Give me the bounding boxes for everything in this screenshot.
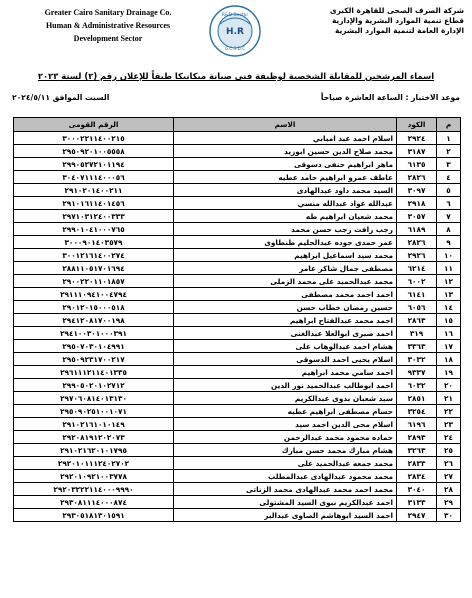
exam-info [12,92,460,114]
logo-bottom-text: G.C.S.D.C [224,46,246,51]
row-index: ١٢ [437,275,461,288]
row-national-id: ٢٩١١١٠٩٤١٠٠٤٧٩٤ [14,288,174,301]
row-code: ٣٢٥٤ [397,405,437,418]
row-national-id: ٢٩٥٠٩٢٣١٧٠٠٢١٧ [14,353,174,366]
table-row [14,262,461,275]
row-name: اسلام محى الدين احمد سيد [174,418,397,431]
company-name-ar: شركة الصرف الصحى للقاهرة الكبرى [329,6,464,15]
row-index: ١٣ [437,288,461,301]
row-name: احمد السيد ابوهاشم الصاوى عبدالبر [174,509,397,522]
document-title: اسماء المرشحين للمقابلة الشخصية لوظيفة فنى صيانة ميكانيكا طبقاً للإعلان رقم (٢) لسنة ٢٠٢٣ [37,71,435,81]
row-name: احمد محمد عبدالفتاح ابراهيم [174,314,397,327]
row-index: ١٠ [437,249,461,262]
row-national-id: ٣٠٠١٢١٦١٤٠٠٢٧٤ [14,249,174,262]
row-index: ٣ [437,158,461,171]
row-national-id: ٣٠٤٠٧١١١٤٠٠٠٥٦ [14,171,174,184]
company-header-english [18,6,198,45]
table-row [14,366,461,379]
row-name: السيد محمد داود عبدالهادى [174,184,397,197]
table-row [14,392,461,405]
row-name: اسلام يحيى احمد الدسوقى [174,353,397,366]
table-row [14,509,461,522]
row-code: ٦١٩٦ [397,418,437,431]
table-row [14,236,461,249]
row-name: حسام مصطفى ابراهيم عطيه [174,405,397,418]
table-row [14,327,461,340]
row-index: ٢٤ [437,431,461,444]
candidates-table [13,117,461,522]
row-national-id: ٢٨٨١١٠٥١٧٠١٦٩٤ [14,262,174,275]
row-index: ٢٣ [437,418,461,431]
company-name-en: Greater Cairo Sanitary Drainage Co. [44,8,172,17]
row-index: ١٧ [437,340,461,353]
department-en: Human & Administrative Resources [45,21,171,30]
table-header-row [14,118,461,132]
row-index: ١٨ [437,353,461,366]
row-code: ٣١٨٧ [397,145,437,158]
row-code: ٦٠٠٢ [397,275,437,288]
row-code: ٣٢٦٣ [397,444,437,457]
table-row [14,301,461,314]
row-national-id: ٢٩٠٠٢٢٠١١٠١٨٥٧ [14,275,174,288]
table-body [14,132,461,522]
row-code: ٢٩٢٦ [397,249,437,262]
row-code: ٢٩١٨ [397,197,437,210]
row-code: ٣٠٥٧ [397,210,437,223]
row-code: ٩٣٣٧ [397,366,437,379]
row-index: ١٤ [437,301,461,314]
table-row [14,314,461,327]
row-index: ٢٥ [437,444,461,457]
logo-center-text: H.R [226,27,244,37]
row-code: ٦٠٥٦ [397,301,437,314]
row-national-id: ٢٩٣٠٨١١١٤٠٠٠٨٧٤ [14,496,174,509]
logo-top-text: R&D Sector [221,13,249,18]
company-header-arabic [284,6,464,36]
row-national-id: ٢٩٥٠٧٠٣٠١٠٤٩٩١ [14,340,174,353]
row-index: ٣٠ [437,509,461,522]
table-row [14,158,461,171]
row-name: محمد صلاح الدين حسين ابوزيد [174,145,397,158]
row-index: ٢٨ [437,483,461,496]
row-national-id: ٢٩٤١٠٠٣٠١٠٠٠٣٩١ [14,327,174,340]
row-national-id: ٢٩٩٠٥٢٧٢١٠١١٩٤ [14,158,174,171]
row-national-id: ٢٩٥٠٩٠٢٥١٠٠١٠٧١ [14,405,174,418]
table-row [14,405,461,418]
row-national-id: ٢٩١٠٢٠١٤٠٠٢١١ [14,184,174,197]
row-name: محمد جمعه عبدالحميد على [174,457,397,470]
row-index: ١٥ [437,314,461,327]
row-code: ٢٨٦٣ [397,314,437,327]
row-name: احمد سامي محمد ابراهيم [174,366,397,379]
row-name: مصطفى جمال شاكر عامر [174,262,397,275]
row-code: ٦١٣٥ [397,158,437,171]
row-national-id: ٢٩٩٠١٠٤١٠٠٠٧٦٥ [14,223,174,236]
row-code: ٦١٤١ [397,288,437,301]
row-code: ٦١٨٩ [397,223,437,236]
row-name: محمد شعبان ابراهيم طه [174,210,397,223]
company-logo [208,4,262,58]
row-index: ١٩ [437,366,461,379]
row-national-id: ٢٩٩٠٥٠٢٠١٠٢٧١٢ [14,379,174,392]
row-code: ٢٩٢٤ [397,132,437,145]
table-row [14,483,461,496]
row-name: هشام احمد عبدالوهاب على [174,340,397,353]
table-row [14,171,461,184]
table-row [14,379,461,392]
exam-date: السبت الموافق ٢٠٢٤/٥/١١ [12,93,110,102]
table-row [14,132,461,145]
row-code: ٢٩٤٧ [397,509,437,522]
sector-en: Development Sector [73,34,143,43]
row-index: ٢١ [437,392,461,405]
table-row [14,288,461,301]
row-code: ٢٨٣٤ [397,470,437,483]
row-national-id: ٢٩٧١٠٣١٢٤٠٠٣٣٣ [14,210,174,223]
table-row [14,444,461,457]
row-index: ٤ [437,171,461,184]
row-name: عاطف عمرو ابراهيم حامد عطيه [174,171,397,184]
row-code: ٢٨٢٦ [397,171,437,184]
row-name: احمد عبدالكريم نبوى السيد المشتولى [174,496,397,509]
row-name: رجب رافت رجب حسن محمد [174,223,397,236]
row-name: محمد احمد محمد عبدالهادى محمد الزناتى [174,483,397,496]
row-national-id: ٢٩٣٠٥١٨١٣٠١٥٩١ [14,509,174,522]
row-national-id: ٣٠٠٠٢٢١١٤٠٠٢١٥ [14,132,174,145]
table-row [14,353,461,366]
row-name: احمد صبرى ابوالعلا عبدالغنى [174,327,397,340]
row-code: ٢٨٢٦ [397,236,437,249]
header-code: الكود [397,118,437,132]
row-national-id: ٣٠٠٠٩٠١٤٠٣٥٧٩ [14,236,174,249]
row-index: ١١ [437,262,461,275]
row-national-id: ٢٩١٠٢١٦١٠١٠١٤٩ [14,418,174,431]
row-name: حسين رمضان خطاب حسن [174,301,397,314]
row-code: ٣٠٤٠ [397,483,437,496]
row-national-id: ٢٩٧٠٦٠٨١٤٠١٣١٣٠ [14,392,174,405]
row-code: ٣١٣٣ [397,496,437,509]
table-row [14,184,461,197]
row-national-id: ٢٩٦١١١٢١١٤٠١٣٣٥ [14,366,174,379]
row-name: عبدالله عواد عبدالله منسي [174,197,397,210]
row-national-id: ٢٩٢٠٣٢٢٢١١٤٠٠٠٩٩٩٠ [14,483,174,496]
table-row [14,457,461,470]
row-index: ٧ [437,210,461,223]
table-row [14,210,461,223]
row-code: ٣٠٣٢ [397,353,437,366]
row-national-id: ٢٩١٠٢١٦٢٠١٠١٧٩٥ [14,444,174,457]
row-code: ٢٨٩٣ [397,431,437,444]
row-name: احمد ابوطالب عبدالحميد نور الدين [174,379,397,392]
row-code: ٣٠٩٧ [397,184,437,197]
table-row [14,418,461,431]
table-row [14,145,461,158]
table-row [14,223,461,236]
exam-time: موعد الاختبار : الساعة العاشرة صباحاً [320,93,460,102]
row-code: ٦٢١٤ [397,262,437,275]
row-index: ٢٢ [437,405,461,418]
header-name: الاسم [174,118,397,132]
row-name: حماده محمود محمد عبدالرحمن [174,431,397,444]
department-ar: قطاع تنمية الموارد البشرية والإدارية [331,16,464,25]
row-national-id: ٢٩٠١٢٠١٥٠٠٠٥١٨ [14,301,174,314]
row-index: ٥ [437,184,461,197]
row-name: عمر حمدى جوده عبدالحليم طنطاوى [174,236,397,249]
row-index: ٩ [437,236,461,249]
table-row [14,470,461,483]
row-index: ٢٧ [437,470,461,483]
table-row [14,340,461,353]
row-national-id: ٢٩١٠١٦١١٤٠١٤٥٦ [14,197,174,210]
row-index: ١٦ [437,327,461,340]
row-code: ٣٣٦٣ [397,340,437,353]
header-national-id: الرقم القومى [14,118,174,132]
table-row [14,197,461,210]
row-name: محمد عبدالحميد على محمد الزملى [174,275,397,288]
row-name: محمد محمود عبدالهادى عبدالمطلب [174,470,397,483]
table-row [14,496,461,509]
row-name: هشام مبارك محمد حسن مبارك [174,444,397,457]
row-code: ٣١٩ [397,327,437,340]
row-index: ٢٠ [437,379,461,392]
sector-ar: الإدارة العامة لتنمية الموارد البشرية [334,26,464,35]
row-index: ١ [437,132,461,145]
row-name: سيد شعبان بدوى عبدالكريم [174,392,397,405]
table-row [14,431,461,444]
row-code: ٦٠٣٢ [397,379,437,392]
row-index: ٦ [437,197,461,210]
row-index: ٢٩ [437,496,461,509]
row-name: ماهر ابراهيم حنفى دسوقى [174,158,397,171]
row-name: احمد احمد محمد مصطفى [174,288,397,301]
row-national-id: ٢٩٥٠٩٢٠١٠٠٥٥٥٨ [14,145,174,158]
row-code: ٢٨٥١ [397,392,437,405]
row-index: ٢ [437,145,461,158]
row-index: ٨ [437,223,461,236]
table-row [14,275,461,288]
row-code: ٢٨٣٣ [397,457,437,470]
row-national-id: ٢٩٢٠١٠٩٢١٠٠٣٧٧٨ [14,470,174,483]
header-index: م [437,118,461,132]
row-name: محمد سيد اسماعيل ابراهيم [174,249,397,262]
row-name: اسلام احمد عبد امبابي [174,132,397,145]
row-national-id: ٢٩٢٠٨١٩١٢٠٢٠٧٣ [14,431,174,444]
table-row [14,249,461,262]
row-index: ٢٦ [437,457,461,470]
row-national-id: ٢٩٢٠١٠١١١٢٤٠٢٧٠٢ [14,457,174,470]
row-national-id: ٢٩٤١٢٠٨١٧٠٠١٩٨ [14,314,174,327]
